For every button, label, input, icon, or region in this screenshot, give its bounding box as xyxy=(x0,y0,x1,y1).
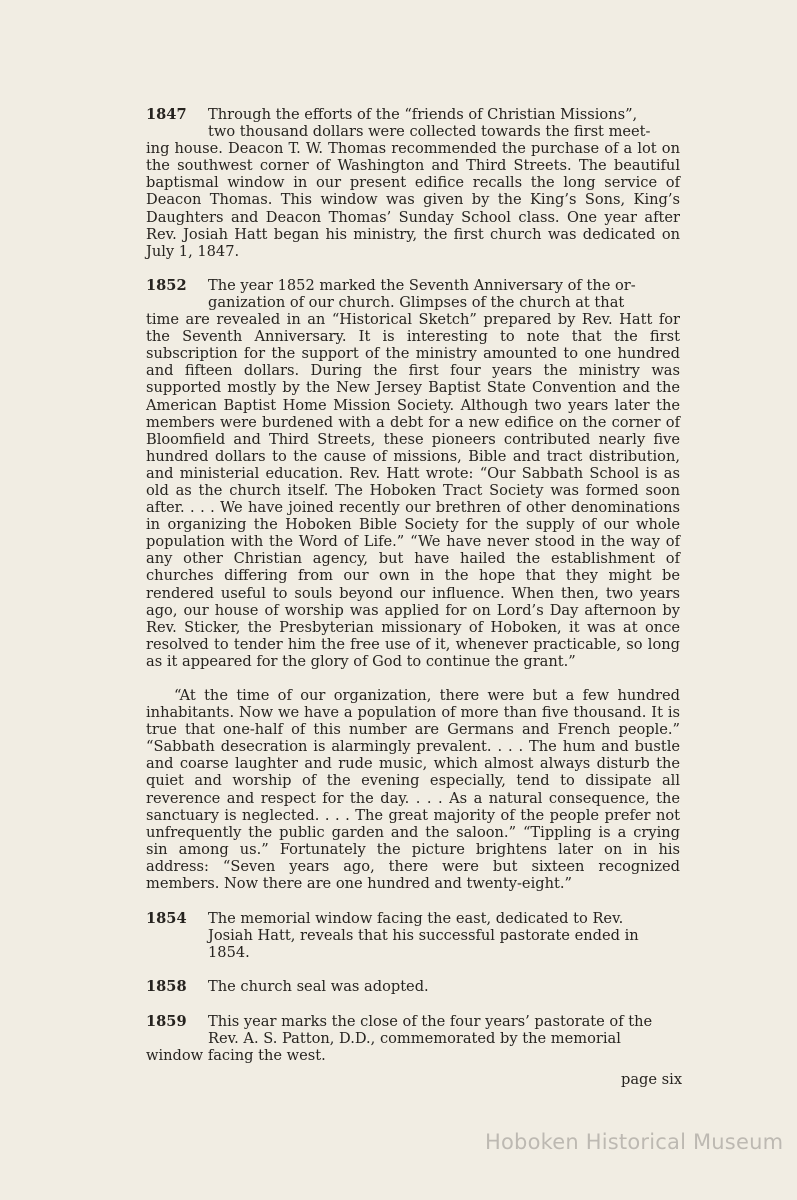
entry-year: 1854 xyxy=(146,910,187,928)
entry-year: 1847 xyxy=(146,106,187,123)
entry-1858 xyxy=(146,978,680,995)
entry-first-line: This year marks the close of the four years’ pastorate of the xyxy=(208,1012,653,1030)
entry-year: 1852 xyxy=(146,276,187,294)
page-content xyxy=(146,106,680,1081)
entry-year: 1859 xyxy=(146,1012,187,1030)
entry-hang-line: two thousand dollars were collected towards the first meet- xyxy=(208,123,651,141)
entry-first-line: The memorial window facing the east, dedicated to Rev. xyxy=(208,910,624,928)
entry-first-line: The church seal was adopted. xyxy=(208,978,429,996)
page-number: page six xyxy=(621,1071,683,1088)
entry-first-line: The year 1852 marked the Seventh Anniversary of the or- xyxy=(208,276,636,294)
entry-hang-line: Rev. A. S. Patton, D.D., commemorated by the memorial xyxy=(208,1029,621,1047)
entry-1852 xyxy=(146,277,680,892)
entry-1847 xyxy=(146,106,680,260)
entry-quote-paragraph: “At the time of our organization, there were but a few hundred inhabitants. Now we have a population of more than five thousand. It is true that one-half of this number are Germans and French people.” “Sabbath desecration is alarmingly prevalent. . . . The hum and bustle and coarse laughter and rude music, which almost always disturb the quiet and worship of the evening especially, tend to dissipate all reverence and respect for the day. . . . As a natural consequence, the sanctuary is neglected. . . . The great majority of the people prefer not unfrequently the public garden and the saloon.” “Tippling is a crying sin among us.” Fortunately the picture brightens later on in his address: “Seven years ago, there were but sixteen recognized members. Now there are one hundred and twenty-eight.” xyxy=(146,687,680,893)
entry-body: ing house. Deacon T. W. Thomas recommended the purchase of a lot on the southwest corner of Washington and Third Streets. The beautiful baptismal window in our present edifice recalls the long service of Deacon Thomas. This window was given by the King’s Sons, King’s Daughters and Deacon Thomas’ Sunday School class. One year after Rev. Josiah Hatt began his ministry, the first church was dedicated on July 1, 1847. xyxy=(146,140,680,260)
entry-hang-line: ganization of our church. Glimpses of the church at that xyxy=(208,293,625,311)
entry-year: 1858 xyxy=(146,978,187,996)
entry-1859 xyxy=(146,1013,680,1064)
entry-body: time are revealed in an “Historical Sketch” prepared by Rev. Hatt for the Seventh Anniversary. It is interesting to note that the first subscription for the support of the ministry amounted to one hundred and fifteen dollars. During the first four years the ministry was supported mostly by the New Jersey Baptist State Convention and the American Baptist Home Mission Society. Although two years later the members were burdened with a debt for a new edifice on the corner of Bloomfield and Third Streets, these pioneers contributed nearly five hundred dollars to the cause of missions, Bible and tract distribution, and ministerial education. Rev. Hatt wrote: “Our Sabbath School is as old as the church itself. The Hoboken Tract Society was formed soon after. . . . We have joined recently our brethren of other denominations in organizing the Hoboken Bible Society for the supply of our whole population with the Word of Life.” “We have never stood in the way of any other Christian agency, but have hailed the establishment of churches differing from our own in the hope that they might be rendered useful to souls beyond our influence. When then, two years ago, our house of worship was applied for on Lord’s Day afternoon by Rev. Sticker, the Presbyterian missionary of Hoboken, it was at once resolved to tender him the free use of it, whenever practicable, so long as it appeared for the glory of God to continue the grant.” xyxy=(146,311,680,670)
entry-first-line: Through the efforts of the “friends of Christian Missions”, xyxy=(208,106,638,123)
entry-1854 xyxy=(146,910,680,961)
entry-hang-line: Josiah Hatt, reveals that his successful pastorate ended in xyxy=(208,927,639,945)
watermark: Hoboken Historical Museum xyxy=(485,1130,784,1154)
entry-hang-line-2: 1854. xyxy=(208,944,250,962)
entry-body: window facing the west. xyxy=(146,1046,326,1064)
